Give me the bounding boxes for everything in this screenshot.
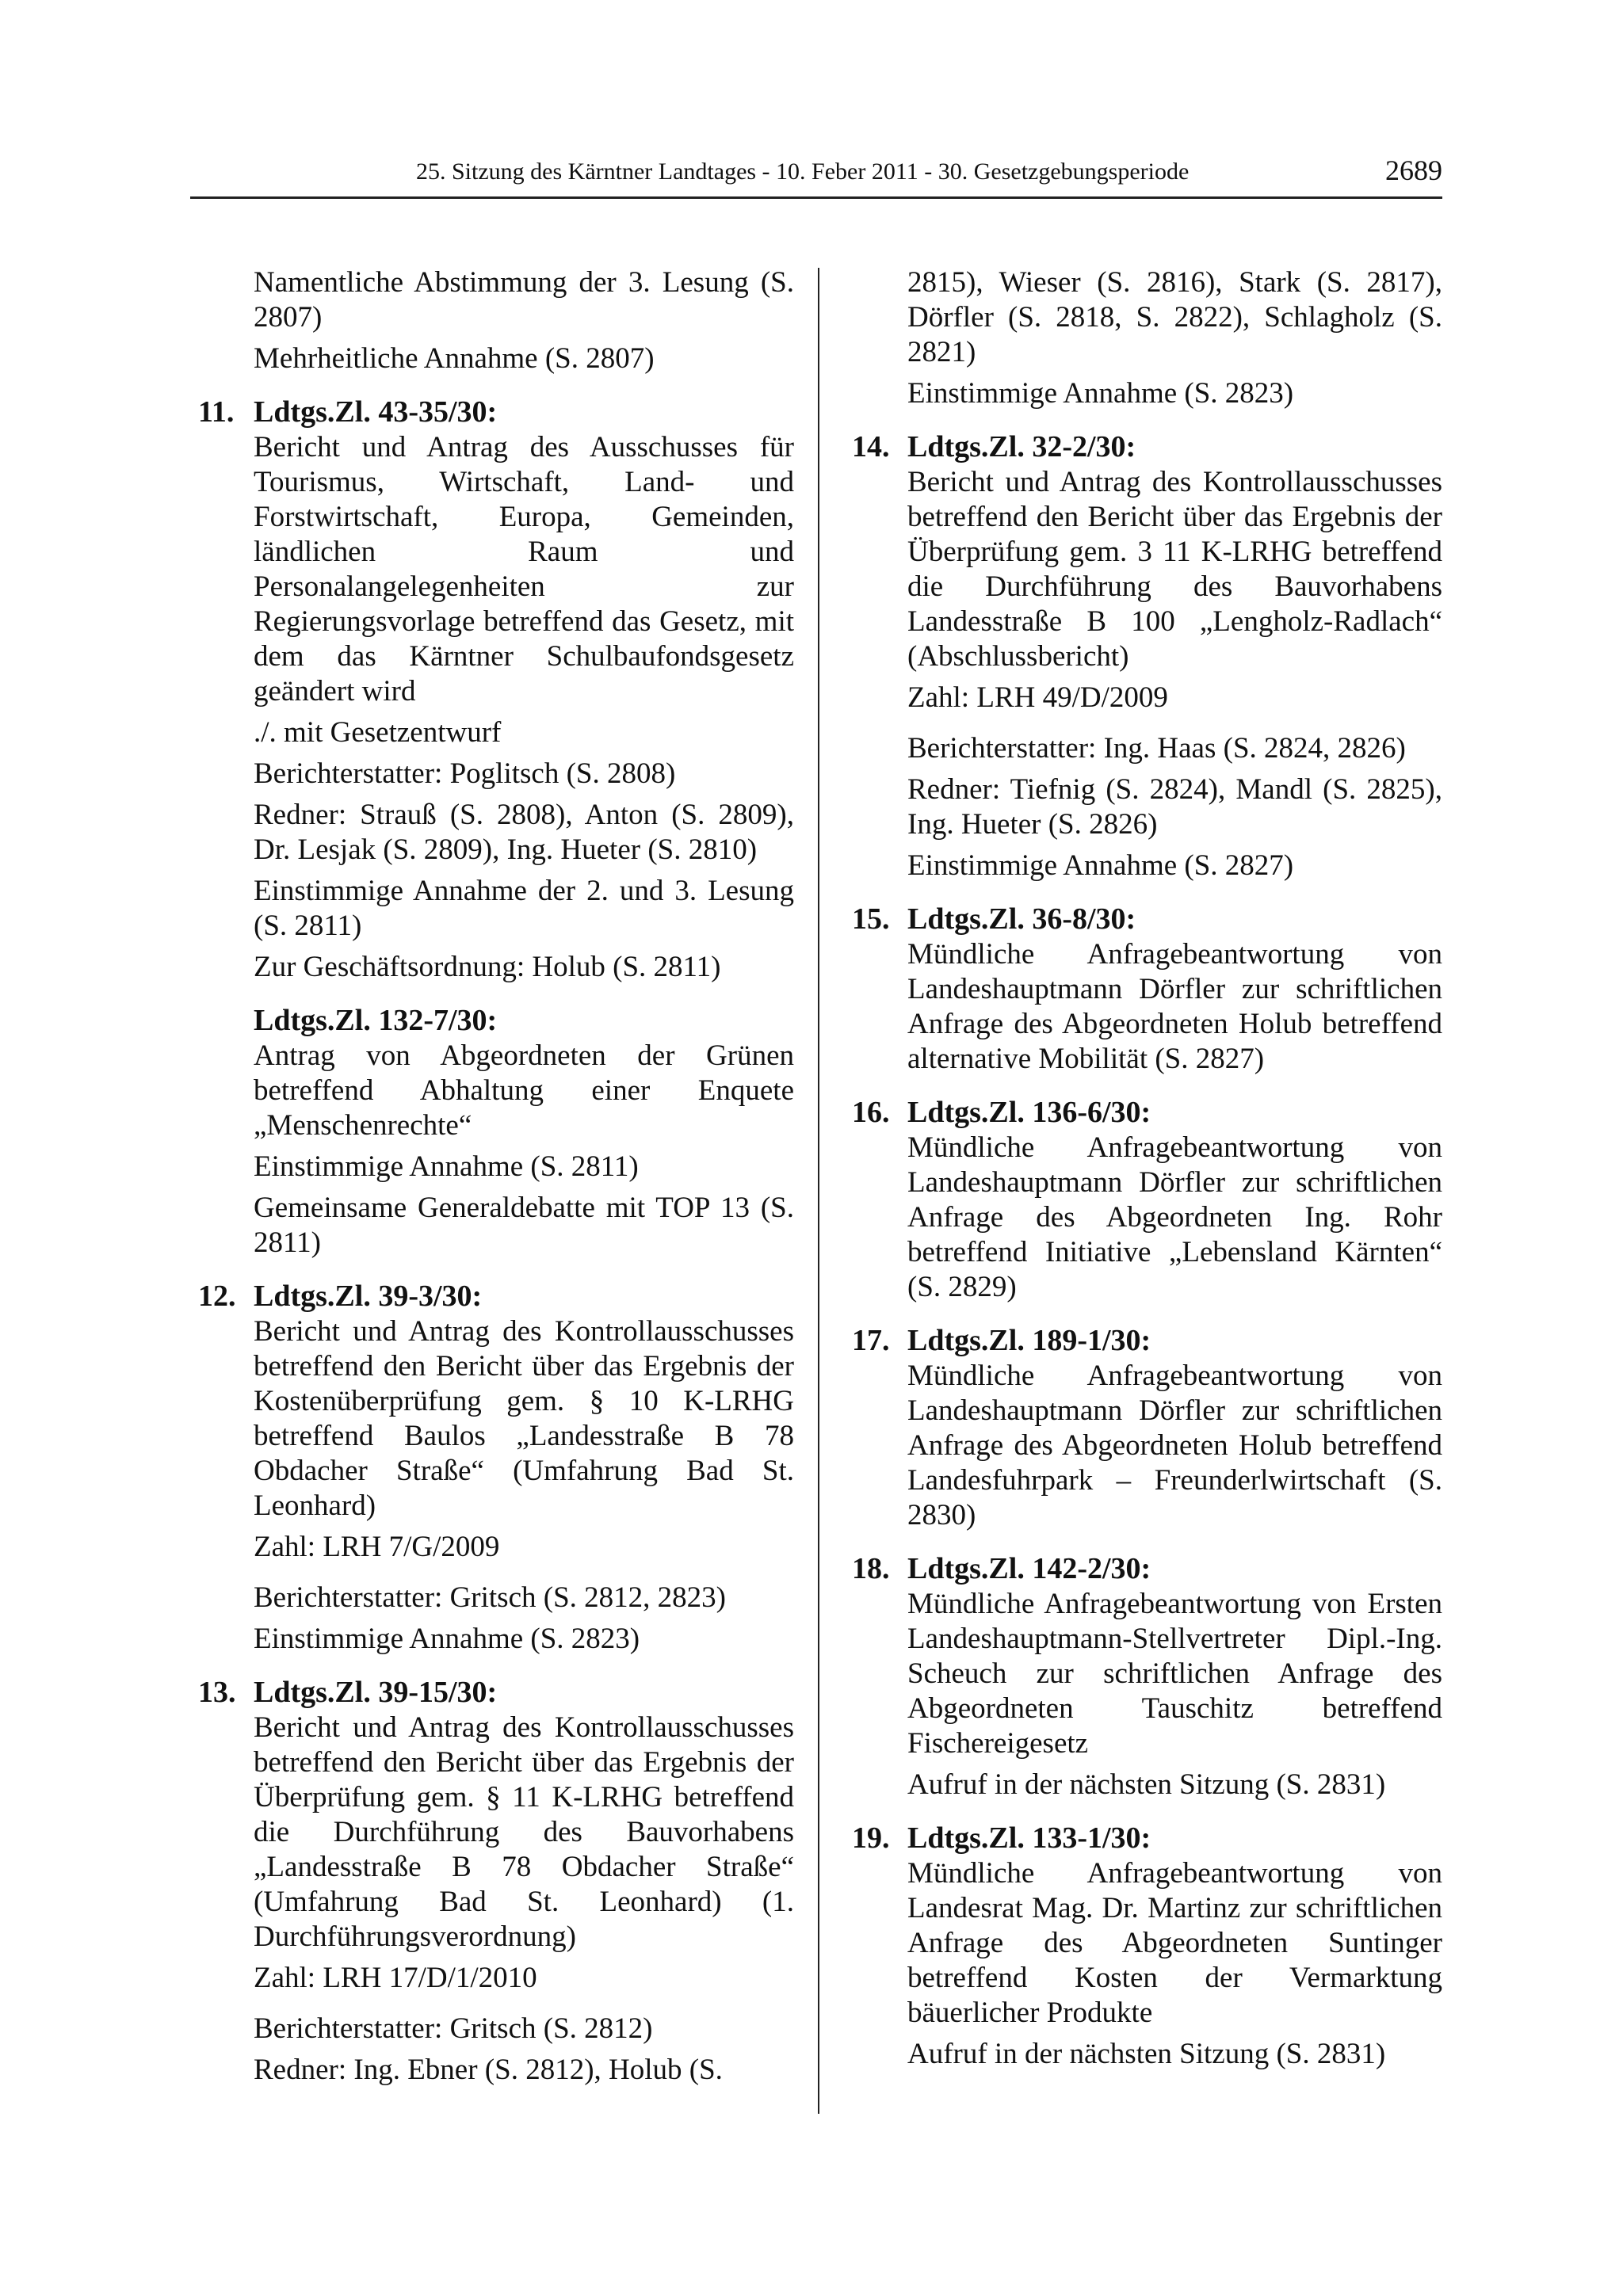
lead-paragraph: Mehrheitliche Annahme (S. 2807) [254, 342, 655, 375]
item-paragraph: Einstimmige Annahme der 2. und 3. Lesung (S. 2811) [254, 875, 794, 942]
agenda-item [852, 1820, 1442, 2072]
item-heading [198, 1674, 794, 1711]
item-paragraph: Berichterstatter: Poglitsch (S. 2808) [254, 757, 676, 790]
item-heading [852, 1094, 1442, 1131]
item-heading [198, 394, 794, 430]
item-paragraph: ./. mit Gesetzentwurf [254, 716, 502, 749]
item-paragraph: Antrag von Abgeordneten der Grünen betreffend Abhaltung einer Enquete „Menschenrechte“ [254, 1039, 794, 1142]
item-number: 17. [852, 1324, 890, 1357]
item-paragraph: Bericht und Antrag des Ausschusses für Tourismus, Wirtschaft, Land- und Forstwirtschaft, Europa, Gemeinden, ländlichen Raum und Personalangelegenheiten zur Regierungsvorlage betreffend das Gesetz, mit dem das Kärntner Schulbaufondsgesetz geändert wird [254, 431, 794, 707]
agenda-item [198, 1002, 794, 1261]
item-paragraph: Aufruf in der nächsten Sitzung (S. 2831) [907, 2038, 1386, 2070]
item-paragraph: Zahl: LRH 49/D/2009 [907, 681, 1168, 714]
agenda-item [852, 1322, 1442, 1533]
page-number: 2689 [1385, 154, 1442, 186]
item-paragraph: Berichterstatter: Gritsch (S. 2812, 2823) [254, 1581, 726, 1614]
item-reference: Ldtgs.Zl. 39-3/30: [254, 1280, 483, 1313]
item-paragraph: Zahl: LRH 17/D/1/2010 [254, 1962, 537, 1994]
lead-paragraph: Einstimmige Annahme (S. 2823) [907, 377, 1294, 410]
right-column [852, 265, 1442, 2078]
item-number: 11. [198, 395, 235, 429]
agenda-item [198, 394, 794, 985]
item-reference: Ldtgs.Zl. 36-8/30: [907, 902, 1136, 936]
item-body [198, 430, 794, 985]
item-heading [852, 1820, 1442, 1856]
lead-paragraph: 2815), Wieser (S. 2816), Stark (S. 2817), Dörfler (S. 2818, S. 2822), Schlagholz (S. 2821) [907, 266, 1442, 368]
agenda-item [852, 1550, 1442, 1802]
item-paragraph: Zur Geschäftsordnung: Holub (S. 2811) [254, 951, 721, 983]
page-header [190, 155, 1442, 199]
item-heading [852, 1550, 1442, 1587]
item-reference: Ldtgs.Zl. 39-15/30: [254, 1676, 498, 1709]
item-paragraph: Aufruf in der nächsten Sitzung (S. 2831) [907, 1768, 1386, 1801]
item-reference: Ldtgs.Zl. 189-1/30: [907, 1324, 1151, 1357]
item-body [198, 1314, 794, 1657]
item-paragraph: Mündliche Anfragebeantwortung von Landeshauptmann Dörfler zur schriftlichen Anfrage des Abgeordneten Holub betreffend Landesfuhrpark – Freunderlwirtschaft (S. 2830) [907, 1360, 1442, 1531]
item-paragraph: Berichterstatter: Ing. Haas (S. 2824, 2826) [907, 732, 1406, 765]
item-body [852, 465, 1442, 883]
item-heading [852, 429, 1442, 465]
item-paragraph: Berichterstatter: Gritsch (S. 2812) [254, 2012, 653, 2045]
item-paragraph: Bericht und Antrag des Kontrollausschusses betreffend den Bericht über das Ergebnis der Überprüfung gem. § 11 K-LRHG betreffend die Durchführung des Bauvorhabens „Landesstraße B 78 Obdacher Straße“ (Umfahrung Bad St. Leonhard) (1. Durchführungsverordnung) [254, 1711, 794, 1953]
item-number: 15. [852, 902, 890, 936]
agenda-item [852, 901, 1442, 1077]
item-body [852, 1856, 1442, 2072]
item-heading [852, 901, 1442, 937]
item-paragraph: Mündliche Anfragebeantwortung von Landesrat Mag. Dr. Martinz zur schriftlichen Anfrage des Abgeordneten Suntinger betreffend Kosten der Vermarktung bäuerlicher Produkte [907, 1857, 1442, 2029]
left-column [198, 265, 794, 2094]
item-paragraph: Redner: Ing. Ebner (S. 2812), Holub (S. [254, 2054, 723, 2086]
lead-paragraph: Namentliche Abstimmung der 3. Lesung (S. 2807) [254, 266, 794, 334]
item-number [198, 1002, 254, 1039]
item-reference: Ldtgs.Zl. 43-35/30: [254, 395, 498, 429]
item-reference: Ldtgs.Zl. 136-6/30: [907, 1096, 1151, 1129]
item-reference: Ldtgs.Zl. 32-2/30: [907, 430, 1136, 463]
agenda-item [198, 1674, 794, 2088]
item-paragraph: Zahl: LRH 7/G/2009 [254, 1531, 500, 1563]
item-number: 14. [852, 430, 890, 463]
agenda-item [198, 1278, 794, 1657]
item-paragraph: Einstimmige Annahme (S. 2811) [254, 1150, 639, 1183]
item-body [852, 1587, 1442, 1802]
item-body [852, 1131, 1442, 1305]
item-paragraph: Einstimmige Annahme (S. 2823) [254, 1623, 640, 1655]
item-body [852, 937, 1442, 1077]
item-reference: Ldtgs.Zl. 132-7/30: [254, 1004, 498, 1037]
agenda-item [852, 429, 1442, 883]
item-number: 18. [852, 1552, 890, 1585]
item-heading [852, 1322, 1442, 1359]
item-heading [198, 1278, 794, 1314]
item-paragraph: Redner: Tiefnig (S. 2824), Mandl (S. 2825), Ing. Hueter (S. 2826) [907, 773, 1442, 841]
item-reference: Ldtgs.Zl. 142-2/30: [907, 1552, 1151, 1585]
item-number: 12. [198, 1280, 236, 1313]
item-heading [198, 1002, 794, 1039]
item-paragraph: Mündliche Anfragebeantwortung von Landeshauptmann Dörfler zur schriftlichen Anfrage des Abgeordneten Holub betreffend alternative Mobilität (S. 2827) [907, 938, 1442, 1075]
item-paragraph: Einstimmige Annahme (S. 2827) [907, 849, 1294, 882]
item-reference: Ldtgs.Zl. 133-1/30: [907, 1821, 1151, 1855]
item-paragraph: Bericht und Antrag des Kontrollausschusses betreffend den Bericht über das Ergebnis der Kostenüberprüfung gem. § 10 K-LRHG betreffend Baulos „Landesstraße B 78 Obdacher Straße“ (Umfahrung Bad St. Leonhard) [254, 1315, 794, 1522]
item-body [852, 1359, 1442, 1533]
running-title: 25. Sitzung des Kärntner Landtages - 10. Feber 2011 - 30. Gesetzgebungsperiode [416, 158, 1190, 185]
item-paragraph: Redner: Strauß (S. 2808), Anton (S. 2809), Dr. Lesjak (S. 2809), Ing. Hueter (S. 2810) [254, 799, 794, 866]
item-paragraph: Mündliche Anfragebeantwortung von Ersten Landeshauptmann-Stellvertreter Dipl.-Ing. Scheuch zur schriftlichen Anfrage des Abgeordneten Tauschitz betreffend Fischereigesetz [907, 1588, 1442, 1760]
column-divider [818, 268, 819, 2114]
item-paragraph: Gemeinsame Generaldebatte mit TOP 13 (S. 2811) [254, 1192, 794, 1259]
agenda-item [852, 1094, 1442, 1305]
item-paragraph: Mündliche Anfragebeantwortung von Landeshauptmann Dörfler zur schriftlichen Anfrage des Abgeordneten Ing. Rohr betreffend Initiative „Lebensland Kärnten“ (S. 2829) [907, 1131, 1442, 1303]
item-paragraph: Bericht und Antrag des Kontrollausschusses betreffend den Bericht über das Ergebnis der Überprüfung gem. 3 11 K-LRHG betreffend die Durchführung des Bauvorhabens Landesstraße B 100 „Lengholz-Radlach“ (Abschlussbericht) [907, 466, 1442, 673]
item-number: 16. [852, 1096, 890, 1129]
item-number: 13. [198, 1676, 236, 1709]
item-body [198, 1039, 794, 1261]
item-number: 19. [852, 1821, 890, 1855]
item-body [198, 1711, 794, 2088]
